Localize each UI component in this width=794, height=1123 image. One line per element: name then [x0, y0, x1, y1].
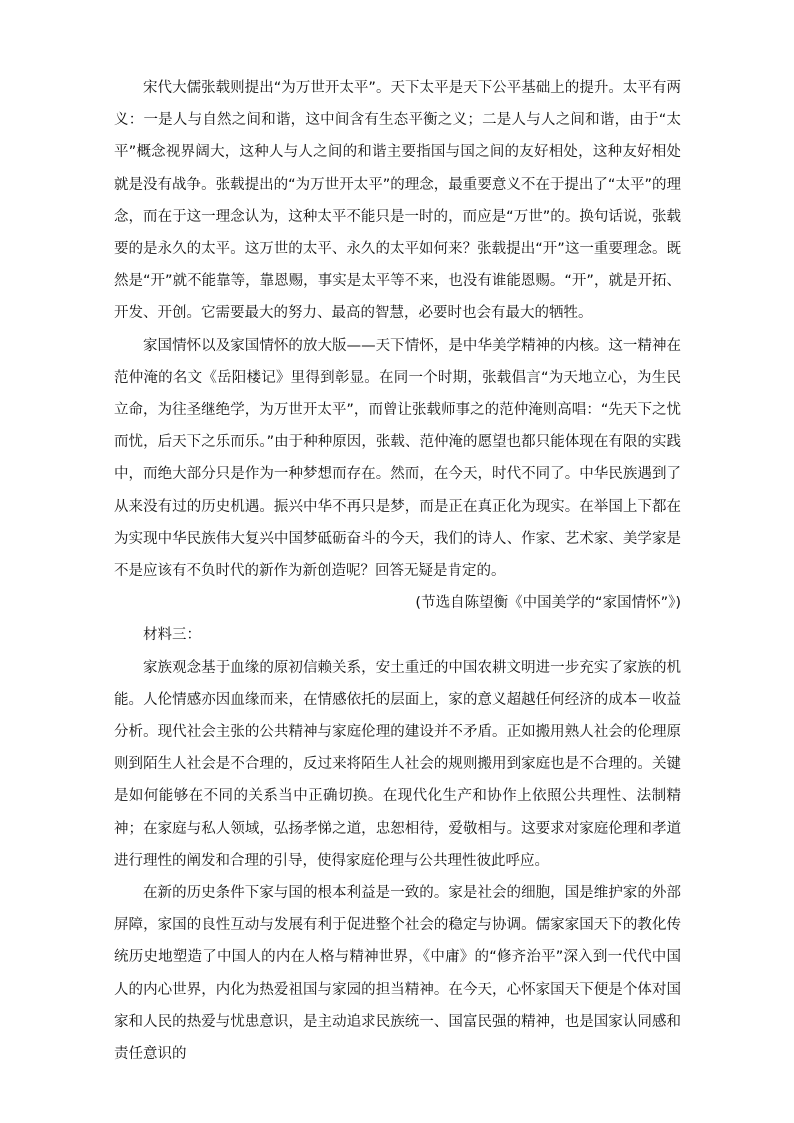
paragraph-zhangzai-taiping: 宋代大儒张载则提出“为万世开太平”。天下太平是天下公平基础上的提升。太平有两义：一是人与自然之间和谐，这中间含有生态平衡之义；二是人与人之间和谐，由于“太平”概念视界阔大，这种人与人之间的和谐主要指国与国之间的友好相处，这种友好相处就是没有战争。张载提出的“为万世开太平”的理念，最重要意义不在于提出了“太平”的理念，而在于这一理念认为，这种太平不能只是一时的，而应是“万世”的。换句话说，张载要的是永久的太平。这万世的太平、永久的太平如何来？张载提出“开”这一重要理念。既然是“开”就不能靠等，靠恩赐，事实是太平等不来，也没有谁能恩赐。“开”，就是开拓、开发、开创。它需要最大的努力、最高的智慧，必要时也会有最大的牺牲。: [114, 80, 681, 322]
paragraph-jia-guo-liyi: 在新的历史条件下家与国的根本利益是一致的。家是社会的细胞，国是维护家的外部屏障，家国的良性互动与发展有利于促进整个社会的稳定与协调。儒家家国天下的教化传统历史地塑造了中国人的内在人格与精神世界，《中庸》的“修齐治平”深入到一代代中国人的内心世界，内化为热爱祖国与家园的担当精神。在今天，心怀家国天下便是个体对国家和人民的热爱与忧患意识，是主动追求民族统一、国富民强的精神，也是国家认同感和责任意识的: [114, 885, 681, 1063]
source-citation: (节选自陈望衡《中国美学的“家国情怀”》): [415, 595, 681, 612]
paragraph-jiaguo-qinghuai: 家国情怀以及家国情怀的放大版——天下情怀，是中华美学精神的内核。这一精神在范仲淹的名文《岳阳楼记》里得到彰显。在同一个时期，张载倡言“为天地立心，为生民立命，为往圣继绝学，为万世开太平”，而曾让张载师事之的范仲淹则高唱：“先天下之忧而忧，后天下之乐而乐。”由于种种原因，张载、范仲淹的愿望也都只能体现在有限的实践中，而绝大部分只是作为一种梦想而存在。然而，在今天，时代不同了。中华民族遇到了从来没有过的历史机遇。振兴中华不再只是梦，而是正在真正化为现实。在举国上下都在为实现中华民族伟大复兴中国梦砥砺奋斗的今天，我们的诗人、作家、艺术家、美学家是不是应该有不负时代的新作为新创造呢？回答无疑是肯定的。: [114, 337, 681, 580]
material-three-heading: 材料三：: [143, 627, 201, 644]
paragraph-jiazu-guannian: 家族观念基于血缘的原初信赖关系，安土重迁的中国农耕文明进一步充实了家族的机能。人伦情感亦因血缘而来，在情感依托的层面上，家的意义超越任何经济的成本－收益分析。现代社会主张的公共精神与家庭伦理的建设并不矛盾。正如搬用熟人社会的伦理原则到陌生人社会是不合理的，反过来将陌生人社会的规则搬用到家庭也是不合理的。关键是如何能够在不同的关系当中正确切换。在现代化生产和协作上依照公共理性、法制精神；在家庭与私人领域，弘扬孝悌之道，忠恕相待，爱敬相与。这要求对家庭伦理和孝道进行理性的阐发和合理的引导，使得家庭伦理与公共理性彼此呼应。: [114, 659, 681, 869]
document-body: [114, 72, 681, 1070]
